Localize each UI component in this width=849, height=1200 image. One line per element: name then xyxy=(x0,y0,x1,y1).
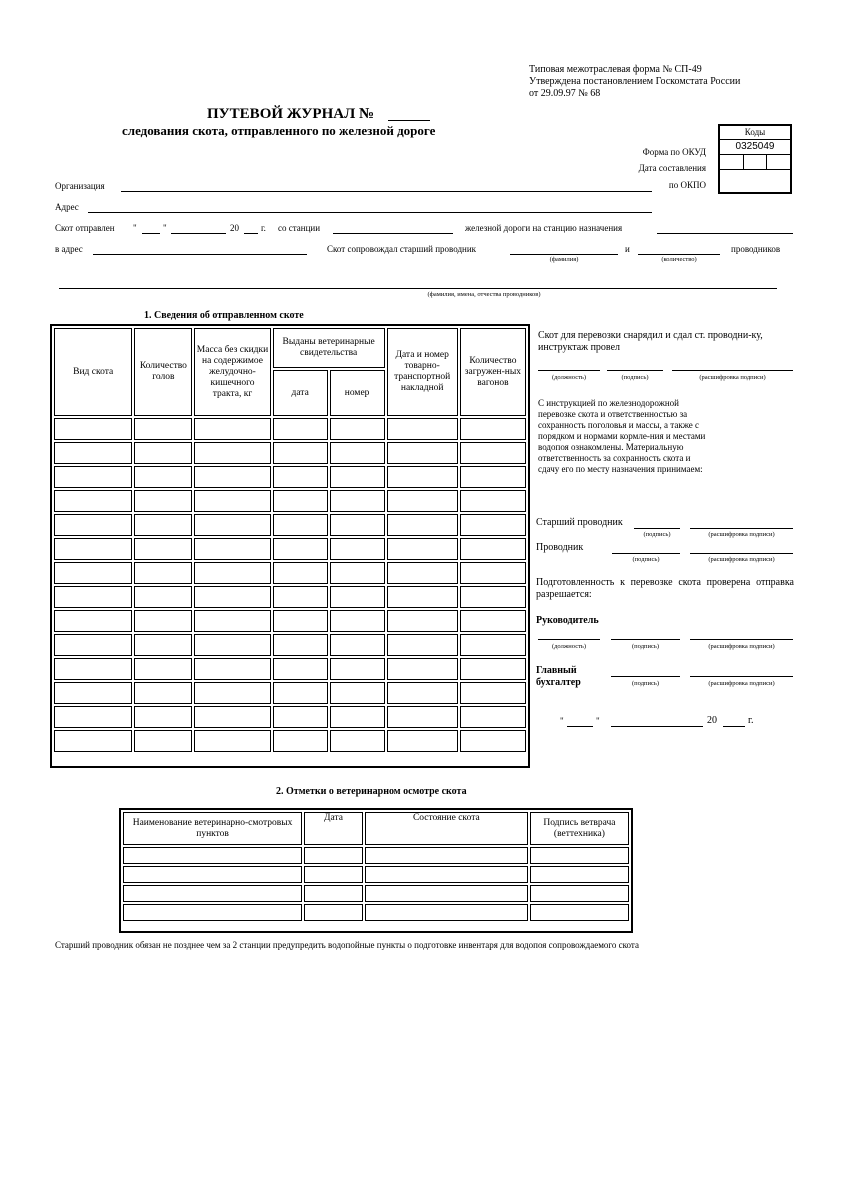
year-suffix: г. xyxy=(748,715,754,726)
address-line[interactable] xyxy=(88,212,652,213)
conductor-count-line[interactable] xyxy=(638,254,720,255)
table-row xyxy=(54,682,526,704)
decode-caption: (расшифровка подписи) xyxy=(699,374,766,381)
quote-close: " xyxy=(163,223,167,233)
table-row xyxy=(54,490,526,512)
header-mass: Масса без скидки на содержимое желудочно-кишечного тракта, кг xyxy=(194,328,270,416)
section1-title: 1. Сведения об отправленном скоте xyxy=(144,310,304,321)
sent-year-line[interactable] xyxy=(244,233,258,234)
footer-note: Старший проводник обязан не позднее чем за 2 станции предупредить водопойные пункты о подготовке инвентаря для водопоя сопровождаемого скота xyxy=(55,940,639,950)
conductor-signature-line[interactable] xyxy=(612,553,680,554)
table-row xyxy=(123,904,629,921)
names-caption: (фамилия, имена, отчества проводников) xyxy=(427,291,541,298)
okpo-cell[interactable] xyxy=(720,170,790,194)
sent-day-line[interactable] xyxy=(142,233,160,234)
readiness-paragraph: Подготовленность к перевозке скота проверена отправка разрешается: xyxy=(536,577,794,600)
header-heads: Количество голов xyxy=(134,328,192,416)
accompanied-label: Скот сопровождал старший проводник xyxy=(327,244,477,254)
quote-close: " xyxy=(596,716,600,726)
header-vet-number: номер xyxy=(330,370,385,416)
table-row xyxy=(54,466,526,488)
journal-number-line[interactable] xyxy=(388,120,430,121)
table-row xyxy=(54,634,526,656)
conductor-label: Проводник xyxy=(536,542,584,553)
decode-caption: (расшифровка подписи) xyxy=(708,643,775,650)
position-caption: (должность) xyxy=(551,643,587,650)
signature-caption: (подпись) xyxy=(621,374,649,381)
header-vet-date: дата xyxy=(273,370,328,416)
okud-code: 0325049 xyxy=(720,140,790,155)
senior-decode-line[interactable] xyxy=(690,528,793,529)
header-points: Наименование ветеринарно-смотровых пунктов xyxy=(123,812,302,845)
prep-decode-line[interactable] xyxy=(672,370,793,371)
senior-signature-line[interactable] xyxy=(634,528,680,529)
table-row xyxy=(54,586,526,608)
position-caption: (должность) xyxy=(551,374,587,381)
organization-label: Организация xyxy=(55,181,105,191)
signature-caption: (подпись) xyxy=(632,643,659,650)
quote-open: " xyxy=(560,716,564,726)
surname-caption: (фамилия) xyxy=(549,256,579,263)
codes-box xyxy=(718,124,792,194)
decode-caption: (расшифровка подписи) xyxy=(708,680,775,687)
organization-line[interactable] xyxy=(121,191,652,192)
railway-to-label: железной дороги на станцию назначения xyxy=(465,223,623,233)
and-label: и xyxy=(625,244,630,254)
decode-caption: (расшифровка подписи) xyxy=(708,531,775,538)
signature-caption: (подпись) xyxy=(643,531,671,538)
signature-caption: (подпись) xyxy=(632,680,659,687)
year-prefix: 20 xyxy=(230,223,239,233)
prep-paragraph: Скот для перевозки снарядил и сдал ст. проводни-ку, инструктаж провел xyxy=(538,330,763,353)
conductors-label: проводников xyxy=(731,244,781,254)
table-row xyxy=(54,538,526,560)
head-label: Руководитель xyxy=(536,615,599,626)
head-position-line[interactable] xyxy=(538,639,600,640)
from-station-line[interactable] xyxy=(333,233,453,234)
prep-position-line[interactable] xyxy=(538,370,600,371)
sent-label: Скот отправлен xyxy=(55,223,115,233)
table-row xyxy=(123,866,629,883)
vet-table xyxy=(121,810,631,923)
date-cells[interactable] xyxy=(720,155,790,170)
header-vet: Выданы ветеринарные свидетельства xyxy=(273,328,385,368)
head-decode-line[interactable] xyxy=(690,639,793,640)
quote-open: " xyxy=(133,223,137,233)
address-label: Адрес xyxy=(55,202,79,212)
to-address-label: в адрес xyxy=(55,244,83,254)
chief-label-2: бухгалтер xyxy=(536,677,581,688)
codes-heading: Коды xyxy=(720,126,790,140)
okpo-label: по ОКПО xyxy=(668,180,706,190)
header-kind: Вид скота xyxy=(54,328,132,416)
livestock-table xyxy=(52,326,528,754)
to-address-line[interactable] xyxy=(93,254,307,255)
chief-signature-line[interactable] xyxy=(611,676,680,677)
from-station-label: со станции xyxy=(278,223,321,233)
date-label: Дата составления xyxy=(638,163,706,173)
head-signature-line[interactable] xyxy=(611,639,680,640)
header-wagons: Количество загружен-ных вагонов xyxy=(460,328,526,416)
year-prefix: 20 xyxy=(707,715,717,726)
conductor-names-line[interactable] xyxy=(59,288,777,289)
section2-title: 2. Отметки о ветеринарном осмотре скота xyxy=(276,786,467,797)
chief-decode-line[interactable] xyxy=(690,676,793,677)
form-type-line3: от 29.09.97 № 68 xyxy=(529,88,601,99)
conductor-decode-line[interactable] xyxy=(690,553,793,554)
decode-caption: (расшифровка подписи) xyxy=(708,556,775,563)
form-type-line2: Утверждена постановлением Госкомстата России xyxy=(529,76,741,87)
table-row xyxy=(54,610,526,632)
table-row xyxy=(54,730,526,752)
table-row xyxy=(54,562,526,584)
page-title: ПУТЕВОЙ ЖУРНАЛ № xyxy=(207,106,375,122)
table-row xyxy=(54,418,526,440)
form-type-line1: Типовая межотраслевая форма № СП-49 xyxy=(529,64,702,75)
prep-signature-line[interactable] xyxy=(607,370,663,371)
table-row xyxy=(54,514,526,536)
senior-surname-line[interactable] xyxy=(510,254,618,255)
table-row xyxy=(54,658,526,680)
sent-month-line[interactable] xyxy=(171,233,226,234)
table-row xyxy=(123,885,629,902)
sign-day-line[interactable] xyxy=(567,726,593,727)
header-waybill: Дата и номер товарно-транспортной накладной xyxy=(387,328,458,416)
table-row xyxy=(54,442,526,464)
header-state: Состояние скота xyxy=(365,812,528,845)
header-date: Дата xyxy=(304,812,363,845)
signature-caption: (подпись) xyxy=(632,556,660,563)
sign-month-line[interactable] xyxy=(611,726,703,727)
header-sign: Подпись ветврача (веттехника) xyxy=(530,812,629,845)
destination-line[interactable] xyxy=(657,233,793,234)
instruction-paragraph: С инструкцией по железнодорожной перевозке скота и ответственностью за сохранность поголовья и массы, а также с порядком и нормами кормле-ния и местами водопоя ознакомлены. Материальную ответственность за сохранность скота и сдачу его по месту назначения принимаем: xyxy=(538,398,706,474)
okud-label: Форма по ОКУД xyxy=(642,147,706,157)
chief-label-1: Главный xyxy=(536,665,577,676)
senior-label: Старший проводник xyxy=(536,517,623,528)
table-row xyxy=(54,706,526,728)
quantity-caption: (количество) xyxy=(661,256,697,263)
page-subtitle: следования скота, отправленного по железной дороге xyxy=(122,123,436,138)
table-row xyxy=(123,847,629,864)
sign-year-line[interactable] xyxy=(723,726,745,727)
year-suffix: г. xyxy=(261,223,266,233)
